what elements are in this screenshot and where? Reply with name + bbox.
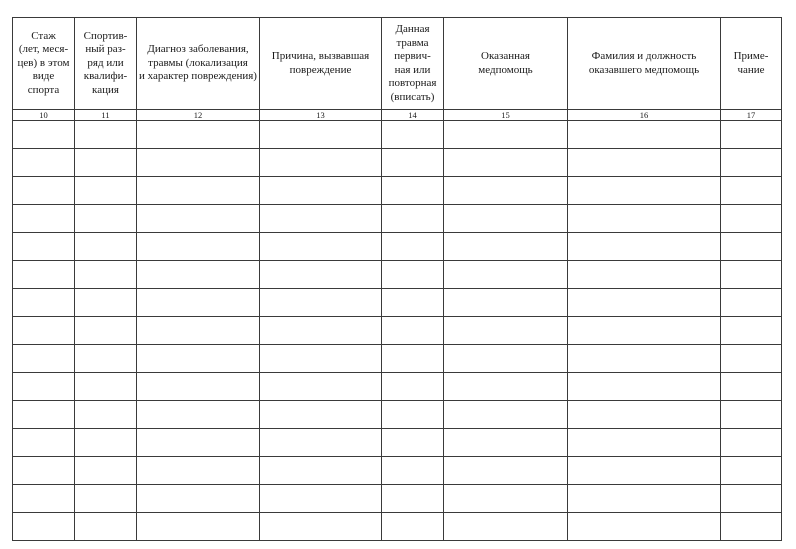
empty-cell[interactable] bbox=[75, 429, 137, 457]
empty-cell[interactable] bbox=[75, 317, 137, 345]
table-row bbox=[13, 233, 782, 261]
empty-cell[interactable] bbox=[260, 261, 382, 289]
empty-cell[interactable] bbox=[13, 485, 75, 513]
empty-cell[interactable] bbox=[382, 429, 444, 457]
empty-cell[interactable] bbox=[721, 289, 782, 317]
empty-cell[interactable] bbox=[75, 457, 137, 485]
empty-cell[interactable] bbox=[444, 233, 568, 261]
empty-cell[interactable] bbox=[260, 345, 382, 373]
column-header-provider: Фамилия и должность оказавшего медпомощь bbox=[568, 18, 721, 110]
empty-cell[interactable] bbox=[382, 401, 444, 429]
empty-cell[interactable] bbox=[568, 121, 721, 149]
empty-cell[interactable] bbox=[260, 289, 382, 317]
empty-cell[interactable] bbox=[137, 317, 260, 345]
table-row bbox=[13, 261, 782, 289]
empty-cell[interactable] bbox=[75, 345, 137, 373]
table-body bbox=[13, 121, 782, 541]
empty-cell[interactable] bbox=[13, 401, 75, 429]
empty-cell[interactable] bbox=[382, 317, 444, 345]
table-row bbox=[13, 345, 782, 373]
empty-cell[interactable] bbox=[137, 345, 260, 373]
column-header-sports-rank: Спортив- ный раз- ряд или квалифи- кация bbox=[75, 18, 137, 110]
empty-cell[interactable] bbox=[568, 401, 721, 429]
table-row bbox=[13, 401, 782, 429]
empty-cell[interactable] bbox=[137, 485, 260, 513]
table-row bbox=[13, 429, 782, 457]
empty-cell[interactable] bbox=[444, 401, 568, 429]
empty-cell[interactable] bbox=[75, 261, 137, 289]
empty-cell[interactable] bbox=[382, 513, 444, 541]
column-header-injury-type: Данная травма первич- ная или повторная (вписать) bbox=[382, 18, 444, 110]
empty-cell[interactable] bbox=[444, 149, 568, 177]
empty-cell[interactable] bbox=[444, 429, 568, 457]
empty-cell[interactable] bbox=[721, 345, 782, 373]
empty-cell[interactable] bbox=[13, 429, 75, 457]
empty-cell[interactable] bbox=[568, 457, 721, 485]
empty-cell[interactable] bbox=[568, 317, 721, 345]
table-row bbox=[13, 149, 782, 177]
empty-cell[interactable] bbox=[13, 373, 75, 401]
table-row bbox=[13, 317, 782, 345]
empty-cell[interactable] bbox=[75, 513, 137, 541]
empty-cell[interactable] bbox=[568, 149, 721, 177]
empty-cell[interactable] bbox=[444, 345, 568, 373]
empty-cell[interactable] bbox=[382, 457, 444, 485]
empty-cell[interactable] bbox=[721, 149, 782, 177]
empty-cell[interactable] bbox=[721, 485, 782, 513]
empty-cell[interactable] bbox=[75, 205, 137, 233]
empty-cell[interactable] bbox=[137, 149, 260, 177]
empty-cell[interactable] bbox=[721, 457, 782, 485]
empty-cell[interactable] bbox=[382, 121, 444, 149]
empty-cell[interactable] bbox=[137, 513, 260, 541]
table-row bbox=[13, 205, 782, 233]
empty-cell[interactable] bbox=[75, 177, 137, 205]
empty-cell[interactable] bbox=[137, 373, 260, 401]
empty-cell[interactable] bbox=[260, 317, 382, 345]
empty-cell[interactable] bbox=[444, 205, 568, 233]
empty-cell[interactable] bbox=[260, 457, 382, 485]
column-header-cause: Причина, вызвавшая повреждение bbox=[260, 18, 382, 110]
empty-cell[interactable] bbox=[137, 121, 260, 149]
empty-cell[interactable] bbox=[382, 289, 444, 317]
empty-cell[interactable] bbox=[260, 401, 382, 429]
injury-journal-table bbox=[12, 17, 782, 541]
empty-cell[interactable] bbox=[382, 149, 444, 177]
empty-cell[interactable] bbox=[444, 317, 568, 345]
empty-cell[interactable] bbox=[444, 289, 568, 317]
empty-cell[interactable] bbox=[721, 513, 782, 541]
empty-cell[interactable] bbox=[382, 177, 444, 205]
empty-cell[interactable] bbox=[137, 177, 260, 205]
empty-cell[interactable] bbox=[568, 485, 721, 513]
empty-cell[interactable] bbox=[137, 401, 260, 429]
empty-cell[interactable] bbox=[568, 345, 721, 373]
column-number: 10 bbox=[13, 110, 75, 121]
column-number: 14 bbox=[382, 110, 444, 121]
empty-cell[interactable] bbox=[382, 345, 444, 373]
empty-cell[interactable] bbox=[568, 205, 721, 233]
empty-cell[interactable] bbox=[13, 177, 75, 205]
empty-cell[interactable] bbox=[568, 233, 721, 261]
empty-cell[interactable] bbox=[13, 149, 75, 177]
table-row bbox=[13, 513, 782, 541]
empty-cell[interactable] bbox=[75, 121, 137, 149]
empty-cell[interactable] bbox=[137, 289, 260, 317]
table-row bbox=[13, 177, 782, 205]
empty-cell[interactable] bbox=[721, 121, 782, 149]
empty-cell[interactable] bbox=[260, 513, 382, 541]
empty-cell[interactable] bbox=[13, 289, 75, 317]
empty-cell[interactable] bbox=[568, 373, 721, 401]
empty-cell[interactable] bbox=[13, 513, 75, 541]
empty-cell[interactable] bbox=[13, 205, 75, 233]
table-row bbox=[13, 121, 782, 149]
empty-cell[interactable] bbox=[444, 457, 568, 485]
table-row bbox=[13, 373, 782, 401]
empty-cell[interactable] bbox=[137, 205, 260, 233]
empty-cell[interactable] bbox=[721, 233, 782, 261]
column-number: 11 bbox=[75, 110, 137, 121]
empty-cell[interactable] bbox=[444, 121, 568, 149]
empty-cell[interactable] bbox=[260, 121, 382, 149]
empty-cell[interactable] bbox=[13, 457, 75, 485]
column-number: 16 bbox=[568, 110, 721, 121]
empty-cell[interactable] bbox=[260, 205, 382, 233]
empty-cell[interactable] bbox=[568, 261, 721, 289]
empty-cell[interactable] bbox=[137, 233, 260, 261]
empty-cell[interactable] bbox=[721, 205, 782, 233]
column-header-note: Приме- чание bbox=[721, 18, 782, 110]
column-number: 12 bbox=[137, 110, 260, 121]
empty-cell[interactable] bbox=[444, 485, 568, 513]
column-header-experience: Стаж (лет, меся- цев) в этом виде спорта bbox=[13, 18, 75, 110]
empty-cell[interactable] bbox=[721, 401, 782, 429]
empty-cell[interactable] bbox=[568, 289, 721, 317]
empty-cell[interactable] bbox=[721, 317, 782, 345]
empty-cell[interactable] bbox=[75, 373, 137, 401]
empty-cell[interactable] bbox=[721, 373, 782, 401]
empty-cell[interactable] bbox=[75, 233, 137, 261]
empty-cell[interactable] bbox=[444, 513, 568, 541]
empty-cell[interactable] bbox=[260, 373, 382, 401]
empty-cell[interactable] bbox=[13, 317, 75, 345]
empty-cell[interactable] bbox=[75, 289, 137, 317]
empty-cell[interactable] bbox=[260, 429, 382, 457]
column-number: 17 bbox=[721, 110, 782, 121]
empty-cell[interactable] bbox=[382, 233, 444, 261]
empty-cell[interactable] bbox=[721, 261, 782, 289]
empty-cell[interactable] bbox=[382, 205, 444, 233]
empty-cell[interactable] bbox=[75, 401, 137, 429]
empty-cell[interactable] bbox=[13, 233, 75, 261]
column-number-row bbox=[13, 110, 782, 121]
column-header-diagnosis: Диагноз заболевания, травмы (локализация и характер повреждения) bbox=[137, 18, 260, 110]
table-row bbox=[13, 485, 782, 513]
empty-cell[interactable] bbox=[568, 177, 721, 205]
empty-cell[interactable] bbox=[444, 261, 568, 289]
empty-cell[interactable] bbox=[13, 345, 75, 373]
empty-cell[interactable] bbox=[382, 373, 444, 401]
column-header-medical-aid: Оказанная медпомощь bbox=[444, 18, 568, 110]
empty-cell[interactable] bbox=[13, 121, 75, 149]
empty-cell[interactable] bbox=[260, 233, 382, 261]
empty-cell[interactable] bbox=[444, 177, 568, 205]
table-row bbox=[13, 457, 782, 485]
column-number: 15 bbox=[444, 110, 568, 121]
empty-cell[interactable] bbox=[382, 485, 444, 513]
empty-cell[interactable] bbox=[137, 429, 260, 457]
empty-cell[interactable] bbox=[568, 513, 721, 541]
empty-cell[interactable] bbox=[75, 149, 137, 177]
table-row bbox=[13, 289, 782, 317]
empty-cell[interactable] bbox=[382, 261, 444, 289]
column-number: 13 bbox=[260, 110, 382, 121]
empty-cell[interactable] bbox=[137, 261, 260, 289]
empty-cell[interactable] bbox=[260, 149, 382, 177]
empty-cell[interactable] bbox=[721, 429, 782, 457]
empty-cell[interactable] bbox=[137, 457, 260, 485]
empty-cell[interactable] bbox=[75, 485, 137, 513]
empty-cell[interactable] bbox=[260, 177, 382, 205]
header-row bbox=[13, 18, 782, 110]
empty-cell[interactable] bbox=[721, 177, 782, 205]
empty-cell[interactable] bbox=[444, 373, 568, 401]
empty-cell[interactable] bbox=[13, 261, 75, 289]
empty-cell[interactable] bbox=[260, 485, 382, 513]
empty-cell[interactable] bbox=[568, 429, 721, 457]
